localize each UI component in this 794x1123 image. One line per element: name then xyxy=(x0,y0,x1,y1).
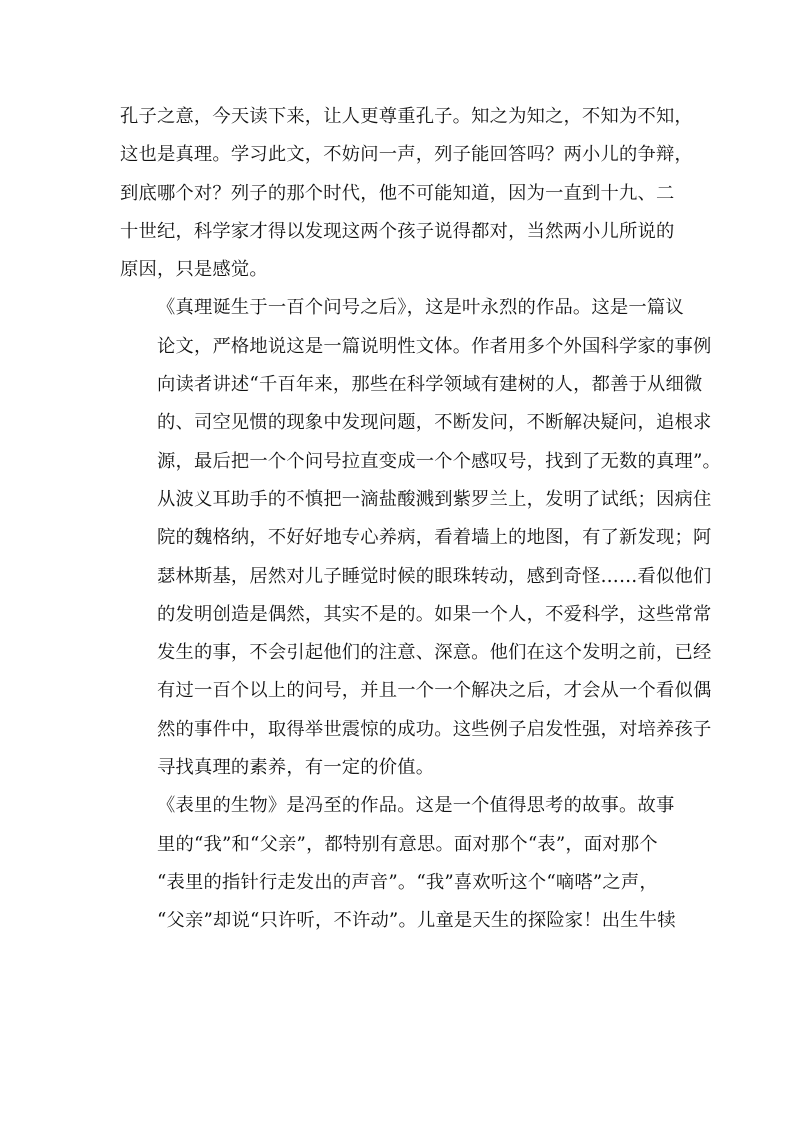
text-line: 这也是真理。学习此文，不妨问一声，列子能回答吗？两小儿的争辩， xyxy=(120,144,693,166)
text-line: 从波义耳助手的不慎把一滴盐酸溅到紫罗兰上，发明了试纸；因病住 xyxy=(157,488,712,510)
text-line: “父亲”却说“只许听，不许动”。儿童是天生的探险家！出生牛犊 xyxy=(157,910,676,932)
text-line: 《真理诞生于一百个问号之后》，这是叶永烈的作品。这是一篇议 xyxy=(157,297,684,319)
text-line: 到底哪个对？列子的那个时代，他不可能知道，因为一直到十九、二 xyxy=(120,182,675,204)
text-line: 论文，严格地说这是一篇说明性文体。作者用多个外国科学家的事例 xyxy=(157,335,712,357)
text-line: 源，最后把一个个问号拉直变成一个个感叹号，找到了无数的真理”。 xyxy=(157,450,721,472)
text-line: “表里的指针行走发出的声音”。“我”喜欢听这个“嘀嗒”之声， xyxy=(157,871,658,893)
body-text xyxy=(120,98,721,941)
text-line: 里的“我”和“父亲”，都特别有意思。面对那个“表”，面对那个 xyxy=(157,833,658,855)
text-line: 向读者讲述“千百年来，那些在科学领域有建树的人，都善于从细微 xyxy=(157,374,703,396)
paragraph-2 xyxy=(120,289,721,787)
text-line: 有过一百个以上的问号，并且一个一个解决之后，才会从一个看似偶 xyxy=(157,680,712,702)
text-line: 院的魏格纳，不好好地专心养病，看着墙上的地图，有了新发现；阿 xyxy=(157,527,712,549)
text-line: 《表里的生物》是冯至的作品。这是一个值得思考的故事。故事 xyxy=(157,795,675,817)
text-line: 寻找真理的素养，有一定的价值。 xyxy=(157,757,435,779)
text-line: 发生的事，不会引起他们的注意、深意。他们在这个发明之前，已经 xyxy=(157,642,712,664)
text-line: 然的事件中，取得举世震惊的成功。这些例子启发性强，对培养孩子 xyxy=(157,718,712,740)
text-line: 孔子之意，今天读下来，让人更尊重孔子。知之为知之，不知为不知， xyxy=(120,106,693,127)
paragraph-1 xyxy=(120,98,693,289)
text-line: 十世纪，科学家才得以发现这两个孩子说得都对，当然两小儿所说的 xyxy=(120,220,675,242)
text-line: 的发明创造是偶然，其实不是的。如果一个人，不爱科学，这些常常 xyxy=(157,603,712,625)
text-line: 原因，只是感觉。 xyxy=(120,259,268,281)
text-line: 的、司空见惯的现象中发现问题，不断发问，不断解决疑问，追根求 xyxy=(157,412,712,434)
text-line: 瑟林斯基，居然对儿子睡觉时候的眼珠转动，感到奇怪……看似他们 xyxy=(157,565,712,587)
paragraph-3 xyxy=(120,787,680,940)
